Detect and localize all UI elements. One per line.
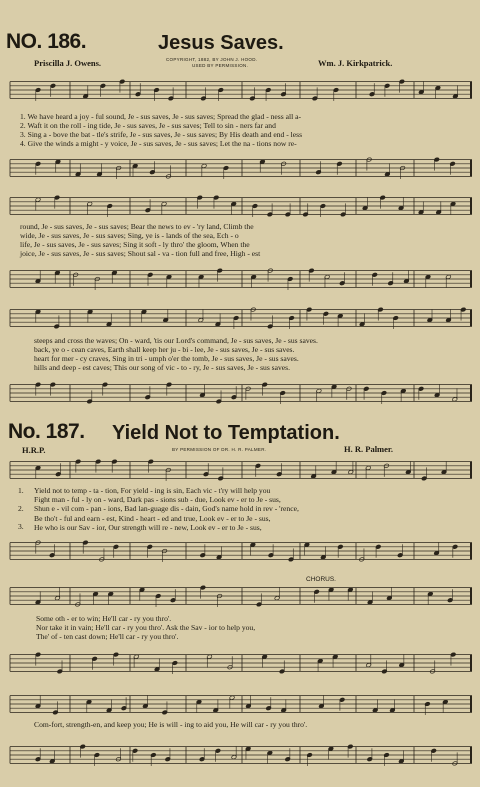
lyrics-block xyxy=(36,614,255,641)
music-staff-bass xyxy=(10,646,472,680)
lyric-line: Com-fort, strength-en, and keep you; He is will - ing to aid you, He will car - ry you thro'. xyxy=(34,720,308,729)
hymn-number-label: No. xyxy=(8,420,41,443)
lyrics-block xyxy=(34,720,307,729)
lyric-line: life, Je - sus saves, Je - sus saves; Sing it soft - ly thro' the gloom, When the xyxy=(20,240,250,249)
lyric-line: 1. We have heard a joy - ful sound, Je - sus saves, Je - sus saves; Spread the glad - ness all a- xyxy=(20,112,301,121)
lyric-line: wide, Je - sus saves, Je - sus saves; Sing, ye is - lands of the sea, Ech - o xyxy=(20,231,239,240)
hymn-number-label: NO. xyxy=(6,30,42,53)
hymn-title: Jesus Saves. xyxy=(158,32,284,54)
lyric-line: joice, Je - sus saves, Je - sus saves; Shout sal - va - tion full and free, High - est xyxy=(20,249,261,258)
permission-line: USED BY PERMISSION. xyxy=(192,63,249,68)
lyric-line: Fight man - ful - ly on - ward, Dark pas - sions sub - due, Look ev - er to Je - sus, xyxy=(34,495,281,505)
lyrics-block xyxy=(20,112,302,148)
lyric-line: heart for mer - cy craves, Sing in tri - umph o'er the tomb, Je - sus saves, Je - sus saves. xyxy=(34,354,299,363)
music-staff-bass xyxy=(10,535,472,567)
hymn-number xyxy=(6,30,86,54)
verse-number: 2. xyxy=(18,504,24,514)
lyricist: Priscilla J. Owens. xyxy=(34,58,102,68)
music-staff-treble xyxy=(10,578,472,614)
lyric-line: Yield not to temp - ta - tion, For yield - ing is sin, Each vic - t'ry will help you xyxy=(34,486,271,495)
lyric-line: Nor take it in vain; He'll car - ry you thro'. Ask the Sav - ior to help you, xyxy=(36,623,256,632)
lyric-line: back, ye o - cean caves, Earth shall keep her ju - bi - lee, Je - sus saves, Je - sus saves. xyxy=(34,345,295,354)
music-staff-bass xyxy=(10,150,472,186)
tempo-mark: H.R.P. xyxy=(22,445,46,455)
hymn-title: Yield Not to Temptation. xyxy=(112,422,340,444)
hymn-number xyxy=(8,420,85,444)
hymn-number-value: 186. xyxy=(47,30,87,53)
composer: Wm. J. Kirkpatrick. xyxy=(318,58,393,68)
lyric-line: 4. Give the winds a might - y voice, Je - sus saves, Je - sus saves; Let the na - tions now re- xyxy=(20,139,297,148)
music-staff-treble xyxy=(10,188,472,224)
lyrics-block xyxy=(34,336,318,372)
lyric-line: Be tho't - ful and earn - est, Kind - heart - ed and true, Look ev - er to Je - sus, xyxy=(34,513,271,523)
lyric-line: Some oth - er to win; He'll car - ry you thro'. xyxy=(36,614,172,623)
verse-number: 1. xyxy=(18,486,24,495)
music-staff-treble xyxy=(10,688,472,720)
music-staff-treble xyxy=(10,300,472,336)
lyric-line: 2. Waft it on the roll - ing tide, Je - sus saves, Je - sus saves; Tell to sin - ners far and xyxy=(20,121,276,130)
music-staff-bass xyxy=(10,738,472,772)
lyrics-block xyxy=(20,222,260,258)
music-staff-treble xyxy=(10,454,472,486)
hymn-number-value: 187. xyxy=(45,420,85,443)
music-staff-treble xyxy=(10,68,472,112)
lyric-line: He who is our Sav - ior, Our strength will re - new, Look ev - er to Je - sus, xyxy=(34,522,262,532)
permission-line: BY PERMISSION OF DR. H. R. PALMER. xyxy=(172,447,267,452)
lyric-line: 3. Sing a - bove the bat - tle's strife, Je - sus saves, Je - sus saves; By His death and end - less xyxy=(20,130,303,139)
composer: H. R. Palmer. xyxy=(344,444,394,454)
lyric-line: steeps and cross the waves; On - ward, 'tis our Lord's command, Je - sus saves, Je - sus saves. xyxy=(34,336,318,345)
music-staff-bass xyxy=(10,262,472,296)
chorus-label: CHORUS. xyxy=(306,576,336,583)
lyric-line: Shun e - vil com - pan - ions, Bad lan-guage dis - dain, God's name hold in rev - 'rence, xyxy=(34,504,299,514)
verse-number: 3. xyxy=(18,522,24,532)
copyright-line: COPYRIGHT, 1882, BY JOHN J. HOOD. xyxy=(166,57,258,62)
lyric-line: The' of - ten cast down; He'll car - ry you thro'. xyxy=(36,632,179,641)
lyrics-block xyxy=(34,486,299,532)
verse-numbers xyxy=(18,486,24,532)
music-staff-bass xyxy=(10,376,472,410)
lyric-line: hills and deep - est caves; This our song of vic - to - ry, Je - sus saves, Je - sus saves. xyxy=(34,363,291,372)
lyric-line: round, Je - sus saves, Je - sus saves; Bear the news to ev - 'ry land, Climb the xyxy=(20,222,254,231)
